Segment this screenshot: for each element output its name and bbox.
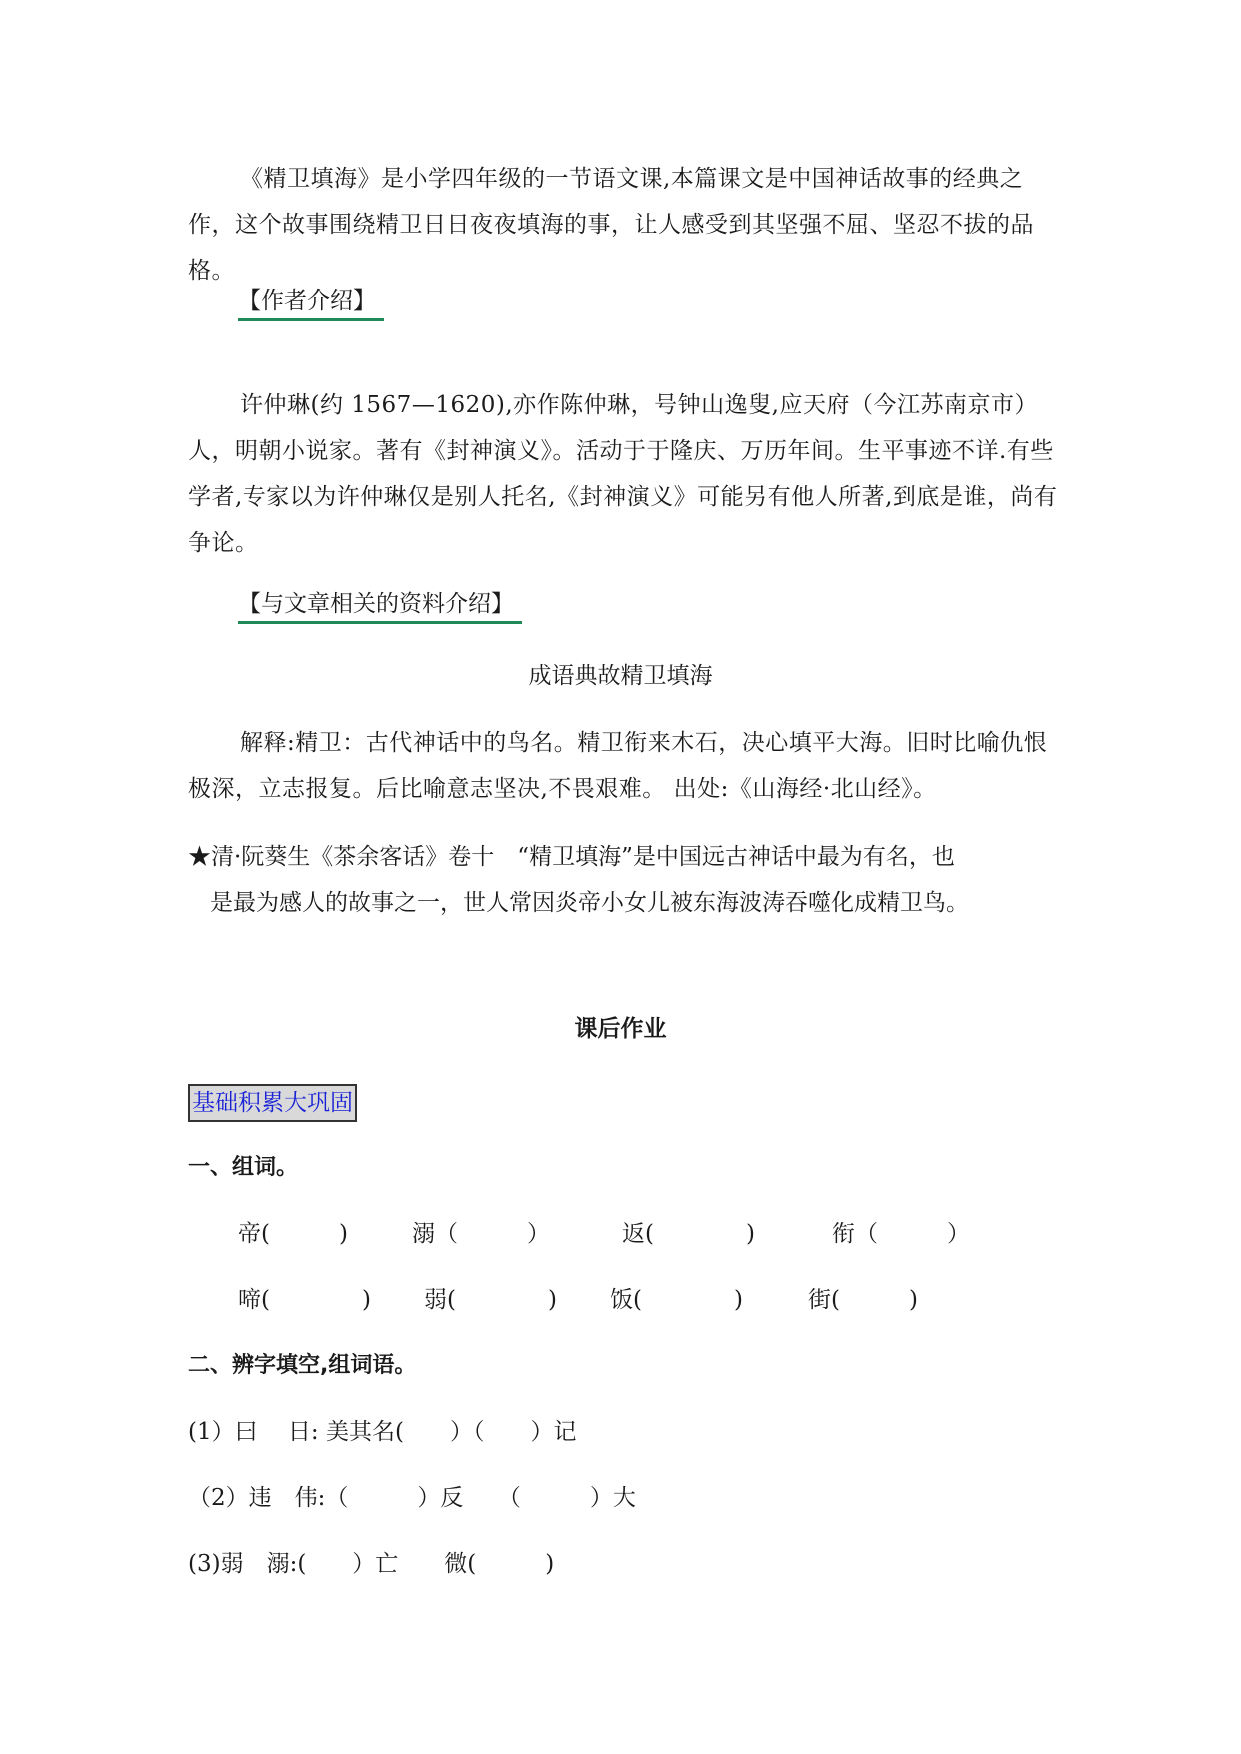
q1-item: 饭( ) [610,1287,743,1313]
quote-line-1: ★清·阮葵生《茶余客话》卷十 “精卫填海”是中国远古神话中最为有名，也 [188,844,955,870]
q1-item: 弱( ) [424,1287,557,1313]
q2-item: （2）违 伟:（ ）反 （ ）大 [188,1485,636,1511]
quote-line-2: 是最为感人的故事之一，世人常因炎帝小女儿被东海波涛吞噬化成精卫鸟。 [210,890,969,916]
author-paragraph: 许仲琳(约 1567—1620),亦作陈仲琳，号钟山逸叟,应天府（今江苏南京市）人，明朝小说家。著有《封神演义》。活动于于隆庆、万历年间。生平事迹不详.有些学者,专家以为许仲琳仅是别人托名,《封神演义》可能另有他人所著,到底是谁，尚有争论。 [188,392,1058,556]
q1-item: 啼( ) [238,1287,371,1313]
homework-title: 课后作业 [574,1016,667,1042]
q1-item: 帝( ) [238,1221,348,1247]
section-label-box: 基础积累大巩固 [188,1084,357,1122]
q2-item: (1）曰 日: 美其名( ）（ ）记 [188,1419,577,1445]
idiom-explanation: 解释:精卫：古代神话中的鸟名。精卫衔来木石，决心填平大海。旧时比喻仇恨极深，立志报复。后比喻意志坚决,不畏艰难。 出处:《山海经·北山经》。 [188,730,1048,802]
q1-item: 返( ) [622,1221,755,1247]
quote-paragraph [188,834,1068,926]
question-2-title: 二、辨字填空,组词语。 [188,1353,417,1378]
question-1-title: 一、组词。 [188,1155,299,1180]
q2-item: (3)弱 溺:( ）亡 微( ) [188,1551,555,1577]
intro-paragraph: 《精卫填海》是小学四年级的一节语文课,本篇课文是中国神话故事的经典之作，这个故事围绕精卫日日夜夜填海的事，让人感受到其坚强不屈、坚忍不拔的品格。 [188,166,1034,284]
q1-item: 溺（ ） [412,1221,550,1247]
q1-item: 衔（ ） [832,1221,970,1247]
idiom-subtitle: 成语典故精卫填海 [528,663,713,689]
material-heading: 【与文章相关的资料介绍】 [238,587,522,624]
author-heading: 【作者介绍】 [238,284,384,321]
q1-item: 街( ) [808,1287,918,1313]
